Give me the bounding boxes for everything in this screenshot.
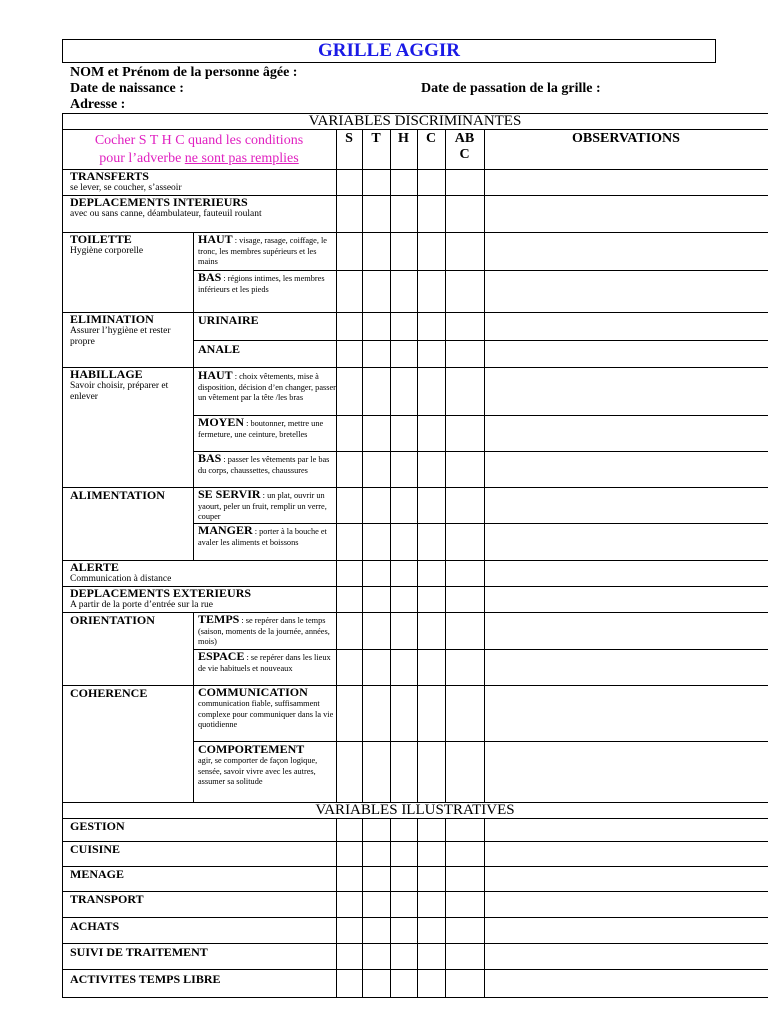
coherence-comportement bbox=[198, 743, 336, 788]
col-header-observations: OBSERVATIONS bbox=[572, 131, 680, 146]
illustrative-menage: MENAGE bbox=[70, 867, 124, 881]
alimentation-manger bbox=[198, 524, 336, 548]
illustrative-achats: ACHATS bbox=[70, 919, 120, 933]
alimentation-servir bbox=[198, 488, 336, 523]
coherence-comm-desc: communication fiable, suffisamment complexe pour communiquer dans la vie quotidienne bbox=[198, 699, 334, 729]
toilette-haut-label: HAUT bbox=[198, 232, 233, 246]
coherence-comm-label: COMMUNICATION bbox=[198, 685, 308, 699]
habillage-moyen-desc: : boutonner, mettre une fermeture, une ceinture, bretelles bbox=[198, 419, 324, 439]
instruction-underlined: ne sont pas remplies bbox=[184, 151, 299, 166]
date-passation-label: Date de passation de la grille : bbox=[421, 81, 601, 96]
habillage-bas bbox=[198, 452, 336, 476]
section-discriminantes: VARIABLES DISCRIMINANTES bbox=[308, 113, 522, 129]
illustrative-suivi-traitement: SUIVI DE TRAITEMENT bbox=[70, 945, 208, 959]
alimentation-manger-label: MANGER bbox=[198, 523, 253, 537]
toilette-desc: Hygiène corporelle bbox=[70, 246, 144, 256]
row-transferts bbox=[70, 170, 182, 194]
title-text: GRILLE AGGIR bbox=[317, 40, 460, 61]
toilette-bas-label: BAS bbox=[198, 270, 222, 284]
habillage-haut-desc: : choix vêtements, mise à disposition, décision d’en changer, passer un vêtement par la tête /les bras bbox=[198, 372, 336, 402]
alerte-desc: Communication à distance bbox=[70, 574, 172, 584]
row-deplacements-interieurs bbox=[70, 196, 262, 220]
toilette-haut bbox=[198, 233, 336, 268]
orientation-espace-label: ESPACE bbox=[198, 649, 245, 663]
depl-int-desc: avec ou sans canne, déambulateur, fauteuil roulant bbox=[70, 209, 262, 219]
row-elimination bbox=[70, 313, 185, 348]
row-alerte bbox=[70, 561, 171, 585]
illustrative-activites-temps-libre: ACTIVITES TEMPS LIBRE bbox=[70, 972, 221, 986]
toilette-bas bbox=[198, 271, 336, 295]
habillage-label: HABILLAGE bbox=[70, 367, 143, 381]
coherence-communication bbox=[198, 686, 336, 731]
row-deplacements-exterieurs bbox=[70, 587, 251, 611]
illustrative-gestion: GESTION bbox=[70, 819, 125, 833]
orientation-temps-label: TEMPS bbox=[198, 612, 240, 626]
elimination-urinaire: URINAIRE bbox=[198, 313, 259, 327]
coherence-comp-desc: agir, se comporter de façon logique, sensée, savoir vivre avec les autres, assumer sa solitude bbox=[198, 756, 318, 786]
col-header-abc-line1: AB bbox=[454, 131, 475, 146]
orientation-temps-desc: : se repérer dans le temps (saison, moments de la journée, années, mois) bbox=[198, 616, 330, 646]
instruction-text bbox=[62, 132, 336, 168]
toilette-bas-desc: : régions intimes, les membres inférieurs et les pieds bbox=[198, 274, 325, 294]
depl-ext-desc: A partir de la porte d’entrée sur la rue bbox=[70, 600, 213, 610]
page-title bbox=[62, 39, 716, 63]
col-header-h: H bbox=[398, 131, 409, 146]
alimentation-label: ALIMENTATION bbox=[70, 488, 165, 502]
elimination-label: ELIMINATION bbox=[70, 312, 154, 326]
orientation-temps bbox=[198, 613, 336, 648]
orientation-espace bbox=[198, 650, 336, 674]
habillage-moyen bbox=[198, 416, 336, 440]
date-naissance-label: Date de naissance : bbox=[70, 81, 184, 96]
transferts-desc: se lever, se coucher, s’asseoir bbox=[70, 183, 182, 193]
row-habillage bbox=[70, 368, 188, 403]
illustrative-cuisine: CUISINE bbox=[70, 842, 121, 856]
habillage-haut bbox=[198, 369, 336, 404]
alimentation-servir-desc: : un plat, ouvrir un yaourt, peler un fruit, remplir un verre, couper bbox=[198, 491, 327, 521]
alimentation-servir-label: SE SERVIR bbox=[198, 487, 261, 501]
habillage-desc: Savoir choisir, préparer et enlever bbox=[70, 381, 169, 402]
nom-field-label: NOM et Prénom de la personne âgée : bbox=[70, 65, 298, 80]
toilette-label: TOILETTE bbox=[70, 232, 132, 246]
alimentation-manger-desc: : porter à la bouche et avaler les aliments et boissons bbox=[198, 527, 327, 547]
habillage-bas-label: BAS bbox=[198, 451, 222, 465]
alerte-label: ALERTE bbox=[70, 560, 119, 574]
instruction-line1: Cocher S T H C quand les conditions bbox=[94, 133, 304, 148]
toilette-haut-desc: : visage, rasage, coiffage, le tronc, les membres supérieurs et les mains bbox=[198, 236, 327, 266]
illustrative-transport: TRANSPORT bbox=[70, 892, 144, 906]
coherence-label: COHERENCE bbox=[70, 686, 148, 700]
orientation-espace-desc: : se repérer dans les lieux de vie habituels et nouveaux bbox=[198, 653, 331, 673]
elimination-desc: Assurer l’hygiène et rester propre bbox=[70, 326, 171, 347]
col-header-c: C bbox=[425, 131, 437, 146]
habillage-bas-desc: : passer les vêtements par le bas du corps, chaussettes, chaussures bbox=[198, 455, 330, 475]
instruction-line2-text: pour l’adverbe bbox=[99, 151, 185, 166]
transferts-label: TRANSFERTS bbox=[70, 169, 149, 183]
habillage-haut-label: HAUT bbox=[198, 368, 233, 382]
section-illustratives: VARIABLES ILLUSTRATIVES bbox=[315, 802, 515, 818]
elimination-anale: ANALE bbox=[198, 342, 241, 356]
col-header-s: S bbox=[345, 131, 353, 146]
adresse-label: Adresse : bbox=[70, 97, 126, 112]
depl-ext-label: DEPLACEMENTS EXTERIEURS bbox=[70, 586, 252, 600]
col-header-t: T bbox=[371, 131, 381, 146]
orientation-label: ORIENTATION bbox=[70, 613, 155, 627]
row-toilette bbox=[70, 233, 190, 257]
depl-int-label: DEPLACEMENTS INTERIEURS bbox=[70, 195, 248, 209]
habillage-moyen-label: MOYEN bbox=[198, 415, 244, 429]
coherence-comp-label: COMPORTEMENT bbox=[198, 742, 305, 756]
col-header-abc-line2: C bbox=[459, 147, 470, 162]
instruction-line2 bbox=[62, 150, 336, 168]
col-header-abc bbox=[445, 131, 484, 163]
